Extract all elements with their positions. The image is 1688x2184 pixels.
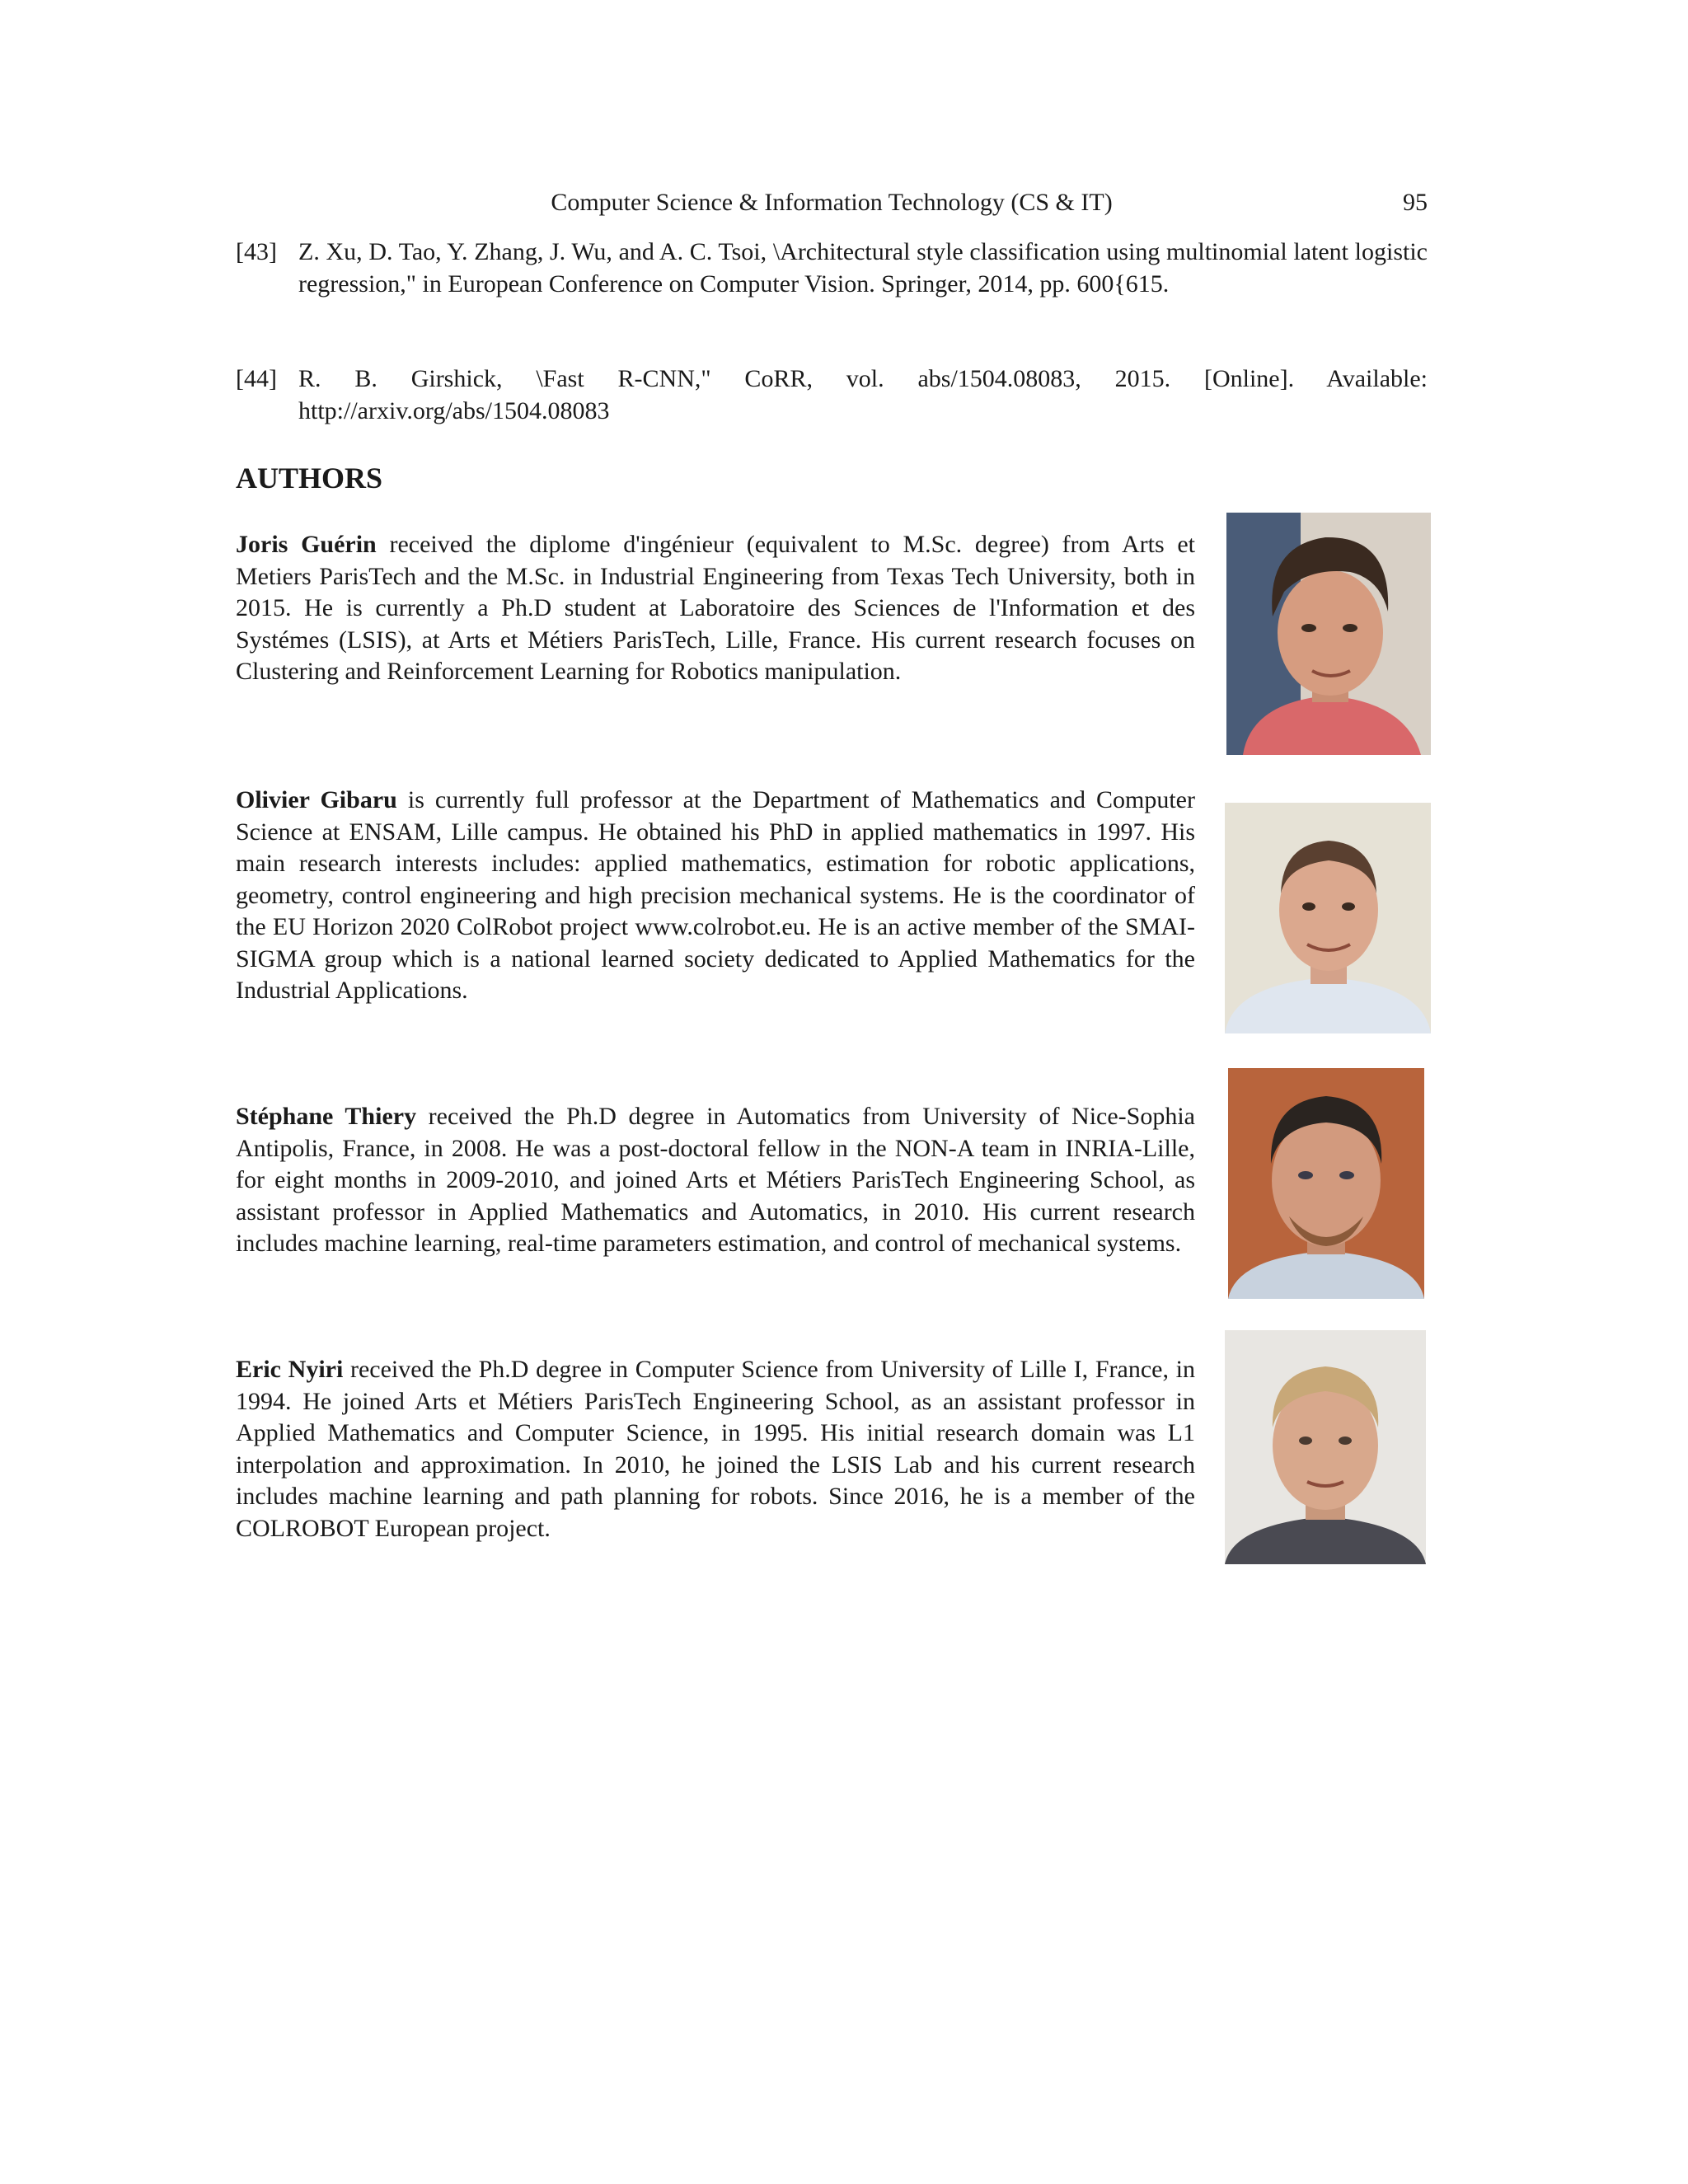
running-header [236, 183, 1428, 223]
reference-number: [44] [236, 365, 277, 392]
author-bio-stephane-thiery [236, 1101, 1195, 1260]
author-photo-olivier-gibaru [1225, 803, 1431, 1033]
reference-43 [236, 236, 1428, 300]
author-name: Olivier Gibaru [236, 786, 397, 813]
author-name: Stéphane Thiery [236, 1103, 417, 1130]
author-bio-text: is currently full professor at the Department of Mathematics and Computer Science at ENSAM, Lille campus. He obtained his PhD in applied mathematics in 1997. His main research interests includes: applied mathematics, estimation for robotic applications, geometry, control engineering and high precision mechanical systems. He is the coordinator of the EU Horizon 2020 ColRobot project www.colrobot.eu. He is an active member of the SMAI-SIGMA group which is a national learned society dedicated to Applied Mathematics for the Industrial Applications. [236, 786, 1195, 1004]
author-bio-text: received the diplome d'ingénieur (equivalent to M.Sc. degree) from Arts et Metiers ParisTech and the M.Sc. in Industrial Engineering from Texas Tech University, both in 2015. He is currently a Ph.D student at Laboratoire des Sciences de l'Information et des Systémes (LSIS), at Arts et Métiers ParisTech, Lille, France. His current research focuses on Clustering and Reinforcement Learning for Robotics manipulation. [236, 531, 1196, 685]
author-name: Joris Guérin [236, 531, 377, 558]
authors-heading: AUTHORS [236, 462, 383, 494]
reference-number: [43] [236, 238, 277, 265]
author-bio-text: received the Ph.D degree in Automatics from University of Nice-Sophia Antipolis, France, in 2008. He was a post-doctoral fellow in the NON-A team in INRIA-Lille, for eight months in 2009-2010, and joined Arts et Métiers ParisTech Engineering School, as assistant professor in Applied Mathematics and Automatics, in 2010. His current research includes machine learning, real-time parameters estimation, and control of mechanical systems. [236, 1103, 1195, 1257]
author-bio-joris-guerin [236, 529, 1195, 688]
author-bio-text: received the Ph.D degree in Computer Science from University of Lille I, France, in 1994. He joined Arts et Métiers ParisTech Engineering School, as an assistant professor in Applied Mathematics and Computer Science, in 1995. His initial research domain was L1 interpolation and approximation. In 2010, he joined the LSIS Lab and his current research includes machine learning and path planning for robots. Since 2016, he is a member of the COLROBOT European project. [236, 1356, 1195, 1542]
journal-title: Computer Science & Information Technology (CS & IT) [551, 189, 1113, 216]
author-name: Eric Nyiri [236, 1356, 344, 1383]
reference-text: R. B. Girshick, \Fast R-CNN," CoRR, vol. abs/1504.08083, 2015. [Online]. Available: http://arxiv.org/abs/1504.08083 [298, 365, 1428, 424]
page-number: 95 [1403, 189, 1428, 216]
reference-text: Z. Xu, D. Tao, Y. Zhang, J. Wu, and A. C. Tsoi, \Architectural style classification using multinomial latent logistic regression," in European Conference on Computer Vision. Springer, 2014, pp. 600{615. [298, 238, 1428, 298]
author-photo-eric-nyiri [1225, 1330, 1426, 1564]
reference-44 [236, 363, 1428, 427]
author-bio-olivier-gibaru [236, 785, 1195, 1007]
author-bio-eric-nyiri [236, 1354, 1195, 1544]
author-photo-stephane-thiery [1228, 1068, 1424, 1299]
author-photo-joris-guerin [1226, 513, 1431, 755]
